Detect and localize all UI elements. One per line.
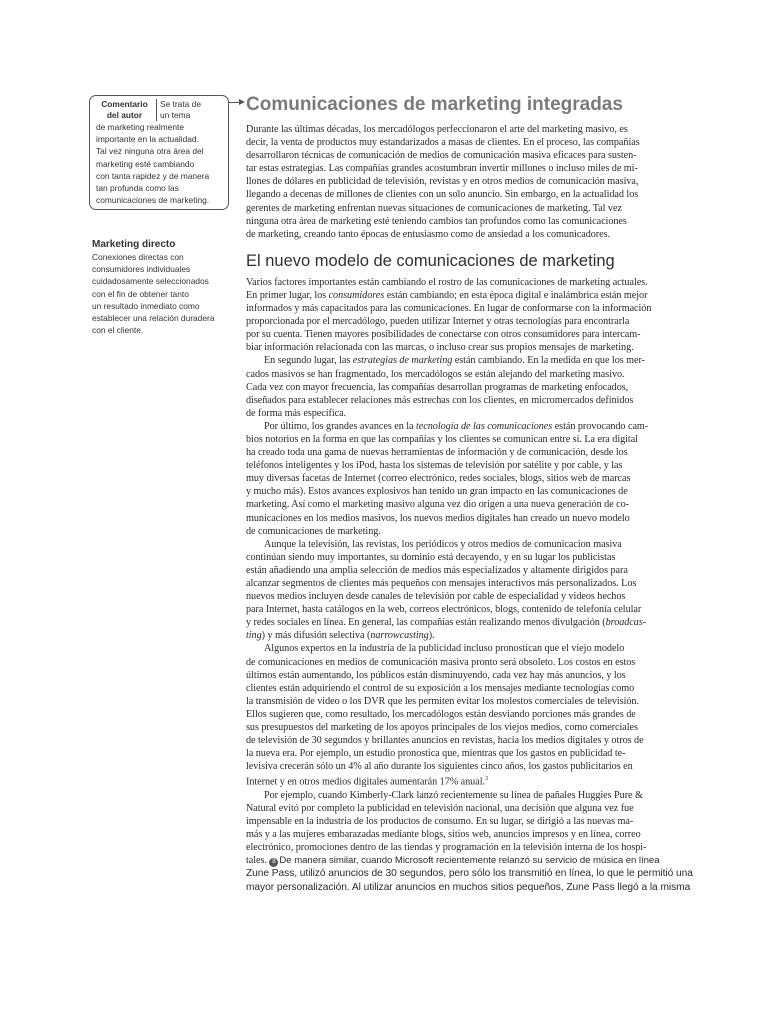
text-line: de marketing, creando tanto épocas de entusiasmo como de ansiedad a los comunicadores. [246,228,611,240]
text-line: clientes están adquiriendo el control de su exposición a los mensajes mediante tecnologías como [246,682,635,694]
text-line: sus presupuestos del marketing de los apoyos principales de los viejos medios, como comerciales [246,722,638,734]
author-comment-line: marketing esté cambiando [96,158,195,169]
text-run: ). [428,630,435,642]
text-line: por su cuenta. Tienen mayores posibilidades de conectarse con otros consumidores para intercam- [246,329,641,341]
author-comment-line: un tema [160,110,191,120]
paragraph-5 [246,642,696,788]
text-line: de forma más específica. [246,407,347,419]
text-line: Algunos expertos en la industria de la publicidad incluso pronostican que el viejo modelo [264,643,625,655]
text-line: nuevos medios incluyen desde canales de televisión por cable de especialidad y videos hechos [246,591,626,603]
text-line: electrónico, promociones dentro de las tiendas y programación en la televisión interna de los hospi- [246,842,647,854]
text-line: continúan siendo muy importantes, su dominio está decayendo, y en su lugar los publicistas [246,551,616,563]
italic-term: ting [246,630,262,642]
text-line: levisiva crecerán sólo un 4% al año durante los siguientes cinco años, los gastos publicitarios en [246,761,633,773]
highlighted-text-line: mayor personalización. Al utilizar anuncios en muchos sitios pequeños, Zune Pass llegó a la misma [246,881,691,893]
text-run: tales. [246,855,270,867]
numbered-circle-icon: 8 [269,858,278,867]
text-line: ninguna otra área de marketing esté teniendo cambios tan profundos como las comunicaciones [246,215,627,227]
definition-term: Marketing directo [92,239,176,250]
definition-line: consumidores individuales [92,264,191,275]
text-line: Durante las últimas décadas, los mercadólogos perfeccionaron el arte del marketing masivo, es [246,124,628,135]
author-comment-line: con tanta rapidez y de manera [96,170,210,181]
author-comment-label-line: del autor [106,110,143,120]
text-line: marketing. Así como el marketing masivo alguna vez dio origen a una nueva generación de co- [246,499,630,511]
text-line: muy diversas facetas de Internet (correo electrónico, redes sociales, blogs, sitios web de marcas [246,473,631,485]
text-run: están provocando cam- [552,420,649,432]
paragraph-3 [246,420,696,538]
text-line: informados y más capacitados para las comunicaciones. En lugar de conformarse con la información [246,303,652,315]
italic-term: estrategias de marketing [352,355,453,367]
author-comment-line: Tal vez ninguna otra área del [96,146,204,157]
text-line: biar información relacionada con las marcas, o incluso crear sus propios mensajes de marketing. [246,342,634,354]
author-comment-header [96,99,224,121]
intro-paragraph [246,123,696,241]
text-line [246,289,696,302]
text-line: la nueva era. Por ejemplo, un estudio pronostica que, mientras que los gastos en publicidad te- [246,748,626,760]
italic-term: tecnología de las comunicaciones [416,420,553,432]
text-run: En primer lugar, los [246,289,329,301]
text-line: ha creado toda una gama de nuevas herramientas de información y de comunicación, desde los [246,447,628,459]
definition-line: con el cliente. [92,325,144,336]
text-run: y redes sociales en línea. En general, las compañías están realizando menos divulgación ( [246,617,606,629]
paragraph-6 [246,789,696,894]
definition-line: Conexiones directas con [92,252,184,262]
author-comment-body [96,121,224,206]
text-line [246,629,696,642]
definition-line: con el fin de obtener tanto [92,288,189,299]
page-title: Comunicaciones de marketing integradas [246,94,623,115]
text-line: Natural evitó por completo la publicidad en televisión nacional, una decisión que alguna vez fue [246,802,634,814]
text-run: ) y más difusión selectiva ( [261,630,371,642]
definition-line: establecer una relación duradera [92,313,215,324]
text-line: impensable en la industria de los productos de consumo. En su lugar, se dirigió a las nuevas ma- [246,816,634,828]
text-line: más y a las mujeres embarazadas mediante blogs, sitios web, anuncios impresos y en línea, correo [246,829,641,841]
text-line: Aunque la televisión, las revistas, los periódicos y otros medios de comunicacion masiva [264,538,622,550]
author-comment-line: Se trata de [160,99,201,109]
text-line: proporcionada por el mercadólogo, pueden utilizar Internet y otras tecnologías para encontrarla [246,316,630,328]
author-comment-first-lines [157,99,201,121]
text-line: están añadiendo una amplia selección de medios más especializados y altamente dirigidos para [246,564,628,576]
author-comment-line: tan profunda como las [96,183,179,194]
text-line: desarrollaron técnicas de comunicación de medios de comunicación masiva eficaces para susten- [246,150,637,162]
text-line: de comunicaciones en medios de comunicación masiva pronto será obsoleto. Los costos en estos [246,656,636,668]
author-comment-line: comunicaciones de marketing. [96,195,210,206]
main-column [246,93,696,894]
text-run: están cambiando. En la medida en que los mer- [452,355,645,367]
highlighted-text-line: Zune Pass, utilizó anuncios de 30 segundos, pero sólo los transmitió en línea, lo que le permitió una [246,868,693,880]
section-heading: El nuevo modelo de comunicaciones de marketing [246,251,615,270]
text-run: Internet y en otros medios digitales aumentarán 17% anual. [246,776,485,788]
italic-term: consumidores [328,289,385,301]
text-line: y mucho más). Estos avances explosivos han tenido un gran impacto en las comunicaciones de [246,486,628,498]
text-line [246,354,696,367]
text-line: teléfonos inteligentes y los iPod, hasta los sistemas de televisión por satélite y por cable, y las [246,460,623,472]
italic-term: broadcas- [605,617,647,629]
text-line: la transmisión de video o los DVR que les permiten evitar los molestos comerciales de televisión. [246,695,639,707]
author-comment-label-line: Comentario [101,99,148,109]
definition-line: cuidadosamente seleccionados [92,276,209,287]
text-line: para Internet, hasta catálogos en la web, correos electrónicos, blogs, contenido de telefonía celular [246,604,642,616]
italic-term: narrowcasting [370,630,429,642]
text-line: municaciones en los medios masivos, los nuevos medios digitales han creado un nuevo modelo [246,512,630,524]
text-run: En segundo lugar, las [264,355,353,367]
text-line [246,420,696,433]
text-line [246,773,696,788]
text-line: Por ejemplo, cuando Kimberly-Clark lanzó recientemente su línea de pañales Huggies Pure & [264,789,643,801]
text-line: decir, la venta de productos muy estandarizados a masas de clientes. En el proceso, las compañías [246,137,640,149]
text-line: Cada vez con mayor frecuencia, las compañías desarrollan programas de marketing enfocados, [246,381,629,393]
text-line: Varios factores importantes están cambiando el rostro de las comunicaciones de marketing actuales. [246,276,648,288]
author-comment-label [96,99,157,121]
arrow-right-icon [239,99,245,105]
text-line: de comunicaciones de marketing. [246,525,381,537]
margin-definition [92,238,232,336]
text-line: últimos están aumentando, los públicos están disminuyendo, cada vez hay más anuncios, y los [246,669,626,681]
author-comment-box [89,95,229,210]
text-line: llegando a decenas de millones de clientes con un solo anuncio. Sin embargo, en la actualidad los [246,189,639,201]
paragraph-1 [246,276,696,355]
text-line [246,616,696,629]
text-line: tar estas estrategias. Las compañías grandes acostumbran invertir millones o incluso miles de mi- [246,163,638,175]
paragraph-2 [246,354,696,419]
text-run: están cambiando; en esta época digital e inalámbrica están mejor [384,289,648,301]
text-line: alcanzar segmentos de clientes más pequeños con mensajes interactivos más personalizados. Los [246,578,637,589]
paragraph-4 [246,538,696,643]
text-line: cados masivos se han fragmentado, los mercadólogos se están alejando del marketing masivo. [246,368,625,380]
author-comment-line: de marketing realmente [96,122,184,132]
definition-line: un resultado inmediato como [92,300,200,311]
text-line: gerentes de marketing enfrentan nuevas situaciones de comunicaciones de marketing. Tal vez [246,202,622,214]
highlighted-text: De manera similar, cuando Microsoft recientemente relanzó su servicio de música en línea [279,855,660,867]
text-run: Por último, los grandes avances en la [264,420,417,432]
text-line: diseñados para establecer relaciones más estrechas con los clientes, en micromercados definidos [246,394,634,406]
text-line: llones de dólares en publicidad de televisión, revistas y en otros medios de comunicación masiva, [246,176,639,188]
text-line: bios notorios en la forma en que las compañías y los clientes se comunican entre sí. La era digital [246,433,638,445]
text-line [246,854,696,867]
text-line: Ellos sugieren que, como resultado, los mercadólogos están desviando porciones más grandes de [246,708,636,720]
author-comment-line: importante en la actualidad. [96,134,199,145]
text-line: de televisión de 30 segundos y brillantes anuncios en revistas, hacia los medios digitales y otros de [246,735,644,747]
footnote-marker: 3 [484,776,488,783]
